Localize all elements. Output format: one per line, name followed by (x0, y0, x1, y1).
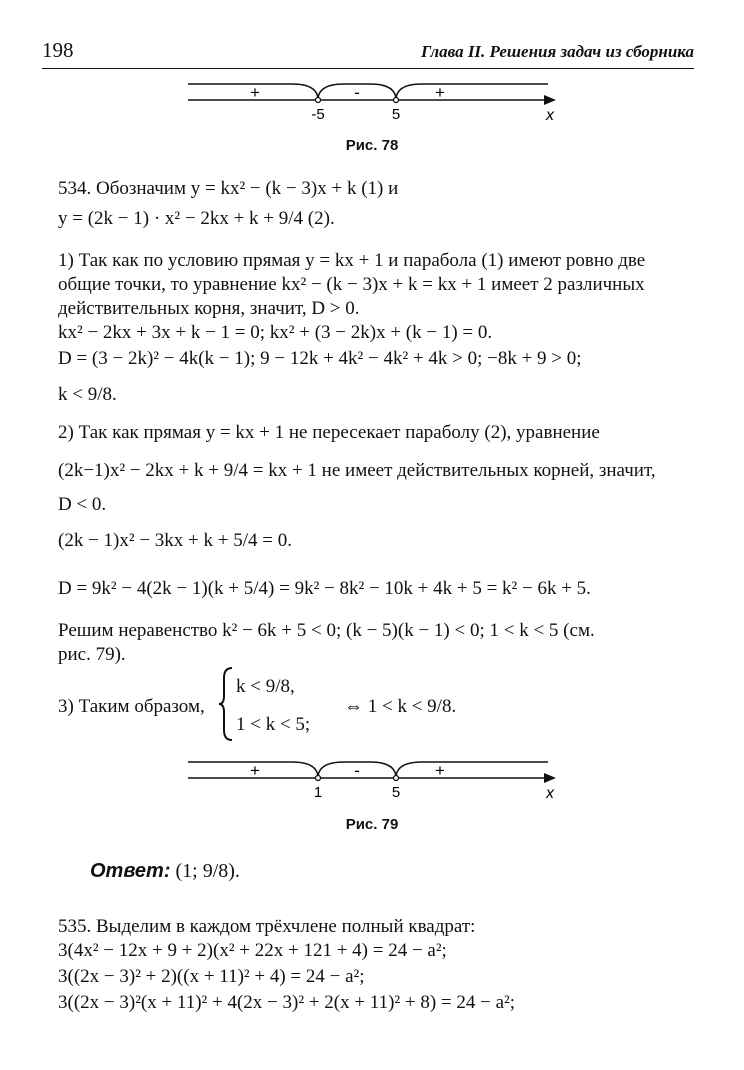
chapter-title: Глава II. Решения задач из сборника (421, 42, 694, 61)
text-line: 3((2x − 3)²(x + 11)² + 4(2x − 3)² + 2(x + 11)² + 8) = 24 − a²; (58, 992, 515, 1013)
answer-label: Ответ: (90, 860, 171, 882)
header-divider (42, 68, 694, 69)
caption-fig-78: Рис. 78 (345, 137, 399, 154)
point-open (394, 98, 399, 103)
point-open (316, 98, 321, 103)
text-line: (2k − 1)x² − 3kx + k + 5/4 = 0. (58, 530, 292, 551)
text-line: k < 9/8. (58, 384, 117, 405)
text-line: kx² − 2kx + 3x + k − 1 = 0; kx² + (3 − 2k)x + (k − 1) = 0. (58, 322, 493, 343)
point-open (394, 776, 399, 781)
text-line: 2) Так как прямая y = kx + 1 не пересекает параболу (2), уравнение (58, 422, 600, 443)
number-line-78 (0, 74, 744, 124)
axis-arrow (544, 95, 556, 105)
sign-label: + (435, 761, 445, 780)
text-line: 3) Таким образом, (58, 696, 205, 717)
axis-label: x (546, 107, 554, 124)
text-line: 1) Так как по условию прямая y = kx + 1 и парабола (1) имеют ровно две (58, 250, 646, 271)
point-label: 5 (391, 106, 401, 123)
figure-79 (0, 752, 744, 802)
sign-label: + (250, 761, 260, 780)
answer (90, 860, 240, 883)
text-line: D < 0. (58, 494, 107, 515)
sign-label: + (250, 83, 260, 102)
sign-arcs (188, 762, 548, 778)
text-line: 535. Выделим в каждом трёхчлене полный квадрат: (58, 916, 476, 937)
text-line: D = 9k² − 4(2k − 1)(k + 5/4) = 9k² − 8k² − 10k + 4k + 5 = k² − 6k + 5. (58, 578, 591, 599)
sign-arcs (188, 84, 548, 100)
figure-78 (0, 74, 744, 124)
text-line: 534. Обозначим y = kx² − (k − 3)x + k (1) и (58, 178, 399, 199)
text-line: общие точки, то уравнение kx² − (k − 3)x + k = kx + 1 имеет 2 различных (58, 274, 645, 295)
sign-label: - (354, 83, 360, 102)
text-line: y = (2k − 1) · x² − 2kx + k + 9/4 (2). (58, 208, 335, 229)
sign-label: - (354, 761, 360, 780)
point-label: -5 (311, 106, 325, 123)
text-line: Решим неравенство k² − 6k + 5 < 0; (k − 5)(k − 1) < 0; 1 < k < 5 (см. (58, 620, 595, 641)
text-line: действительных корня, значит, D > 0. (58, 298, 360, 319)
text-line: (2k−1)x² − 2kx + k + 9/4 = kx + 1 не имеет действительных корней, значит, (58, 460, 656, 481)
caption-fig-79: Рис. 79 (345, 816, 399, 833)
point-label: 1 (313, 784, 323, 801)
text-line: рис. 79). (58, 644, 126, 665)
text-line: 3(4x² − 12x + 9 + 2)(x² + 22x + 121 + 4) = 24 − a²; (58, 940, 447, 961)
system-line-2: 1 < k < 5; (236, 714, 311, 735)
point-label: 5 (391, 784, 401, 801)
page-number: 198 (42, 38, 74, 62)
answer-value: (1; 9/8). (175, 860, 240, 882)
system-result: ⇔ 1 < k < 9/8. (344, 696, 457, 717)
text-line: D = (3 − 2k)² − 4k(k − 1); 9 − 12k + 4k² − 4k² + 4k > 0; −8k + 9 > 0; (58, 348, 582, 369)
axis-label: x (546, 785, 554, 802)
system-brace (218, 666, 234, 742)
axis-arrow (544, 773, 556, 783)
system-line-1: k < 9/8, (236, 676, 295, 697)
number-line-79 (0, 752, 744, 802)
point-open (316, 776, 321, 781)
sign-label: + (435, 83, 445, 102)
text-line: 3((2x − 3)² + 2)((x + 11)² + 4) = 24 − a²; (58, 966, 365, 987)
